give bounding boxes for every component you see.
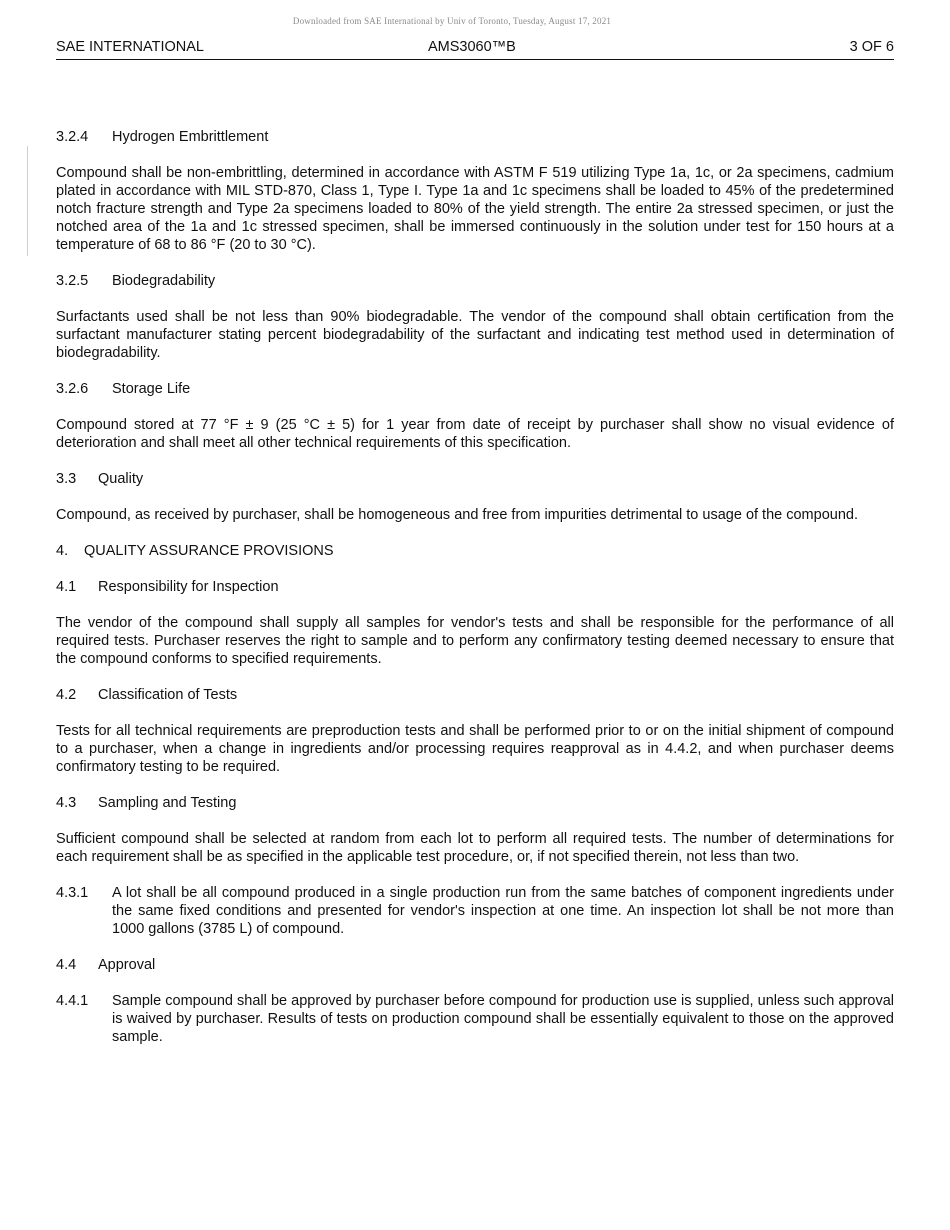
header-page-number: 3 OF 6 bbox=[849, 39, 894, 55]
section-title: Biodegradability bbox=[112, 273, 216, 289]
section-4-4-heading bbox=[56, 956, 894, 974]
section-4-4-1-text: Sample compound shall be approved by purchaser before compound for production use is supplied, unless such approval is waived by purchaser. Results of tests on production compound shall be essentially equivalent to those on the approved sample. bbox=[112, 993, 894, 1045]
section-4-3-heading bbox=[56, 794, 894, 812]
section-title: Hydrogen Embrittlement bbox=[112, 129, 269, 145]
section-4-4-1 bbox=[56, 992, 894, 1046]
section-number: 4.2 bbox=[56, 687, 77, 703]
section-number: 3.2.4 bbox=[56, 129, 89, 145]
section-number: 4.1 bbox=[56, 579, 77, 595]
section-3-2-4-heading bbox=[56, 128, 894, 146]
header-document-number: AMS3060™B bbox=[428, 39, 516, 55]
section-title: QUALITY ASSURANCE PROVISIONS bbox=[84, 543, 334, 559]
section-4-heading bbox=[56, 542, 894, 560]
section-4-2-text: Tests for all technical requirements are preproduction tests and shall be performed prior to or on the initial shipment of compound to a purchaser, when a change in ingredients and/or processing requires reapproval as in 4.4.2, and when purchaser deems confirmatory testing to be required. bbox=[56, 723, 894, 775]
section-4-2-heading bbox=[56, 686, 894, 704]
section-number: 3.2.5 bbox=[56, 273, 89, 289]
section-3-3-heading bbox=[56, 470, 894, 488]
section-number: 3.3 bbox=[56, 471, 77, 487]
section-4-1-text: The vendor of the compound shall supply all samples for vendor's tests and shall be responsible for the performance of all required tests. Purchaser reserves the right to sample and to perform any confirmatory testing deemed necessary to ensure that the compound conforms to specified requirements. bbox=[56, 615, 894, 667]
section-3-2-5-text: Surfactants used shall be not less than 90% biodegradable. The vendor of the compound shall obtain certification from the surfactant manufacturer stating percent biodegradability of the surfactant and indicating test method used in determination of biodegradability. bbox=[56, 309, 894, 361]
section-title: Approval bbox=[98, 957, 156, 973]
section-number: 4. bbox=[56, 543, 69, 559]
section-title: Classification of Tests bbox=[98, 687, 238, 703]
section-number: 4.3 bbox=[56, 795, 77, 811]
section-3-2-5-heading bbox=[56, 272, 894, 290]
section-3-2-6-text: Compound stored at 77 °F ± 9 (25 °C ± 5) for 1 year from date of receipt by purchaser shall show no visual evidence of deterioration and shall meet all other technical requirements of this specification. bbox=[56, 417, 894, 451]
section-number: 3.2.6 bbox=[56, 381, 89, 397]
section-number: 4.4 bbox=[56, 957, 77, 973]
section-title: Quality bbox=[98, 471, 144, 487]
section-number: 4.3.1 bbox=[56, 885, 89, 901]
section-4-3-text: Sufficient compound shall be selected at random from each lot to perform all required tests. The number of determinations for each requirement shall be as specified in the applicable test procedure, or, if not specified therein, not less than two. bbox=[56, 831, 894, 865]
download-watermark: Downloaded from SAE International by Univ of Toronto, Tuesday, August 17, 2021 bbox=[292, 16, 612, 26]
revision-margin-bar bbox=[27, 146, 28, 256]
section-4-3-1-text: A lot shall be all compound produced in a single production run from the same batches of component ingredients under the same fixed conditions and presented for vendor's inspection at one time. An inspection lot shall be not more than 1000 gallons (3785 L) of compound. bbox=[112, 885, 894, 937]
section-4-1-heading bbox=[56, 578, 894, 596]
section-3-2-4-text: Compound shall be non-embrittling, determined in accordance with ASTM F 519 utilizing Type 1a, 1c, or 2a specimens, cadmium plated in accordance with MIL STD-870, Class 1, Type I. Type 1a and 1c specimens shall be loaded to 45% of the predetermined notch fracture strength and Type 2a specimens loaded to 80% of the yield strength. The entire 2a stressed specimen, or just the notched area of the 1a and 1c stressed specimen, shall be immersed continuously in the solution under test for 150 hours at a temperature of 68 to 86 °F (20 to 30 °C). bbox=[56, 165, 894, 253]
header-organization: SAE INTERNATIONAL bbox=[56, 39, 204, 55]
section-4-3-1 bbox=[56, 884, 894, 938]
document-body bbox=[56, 128, 894, 1064]
page-header bbox=[56, 39, 894, 60]
section-title: Responsibility for Inspection bbox=[98, 579, 279, 595]
section-title: Sampling and Testing bbox=[98, 795, 237, 811]
section-number: 4.4.1 bbox=[56, 993, 89, 1009]
section-3-3-text: Compound, as received by purchaser, shall be homogeneous and free from impurities detrimental to usage of the compound. bbox=[56, 507, 858, 523]
section-title: Storage Life bbox=[112, 381, 191, 397]
section-3-2-6-heading bbox=[56, 380, 894, 398]
